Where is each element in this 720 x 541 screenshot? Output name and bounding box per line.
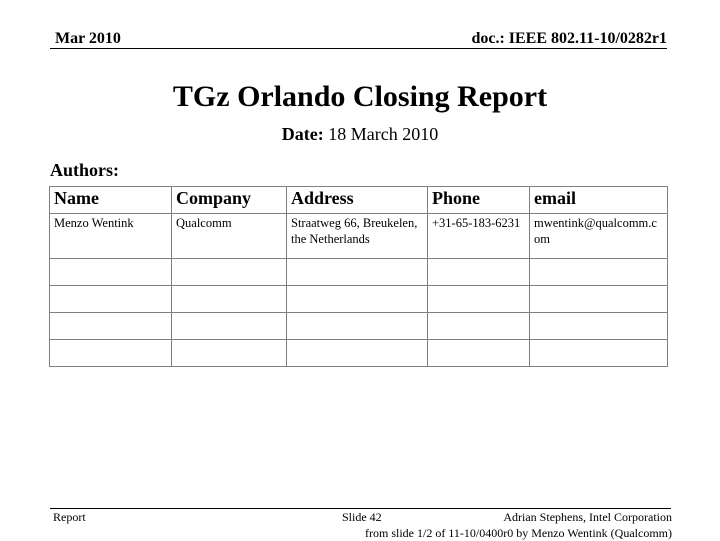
empty-cell [287,313,428,340]
date-value: 18 March 2010 [323,124,439,144]
empty-cell [530,313,668,340]
table-row-empty [50,286,668,313]
date-label: Date: [281,124,324,144]
date-line [0,124,720,145]
empty-cell [172,286,287,313]
empty-cell [530,340,668,367]
column-header-email: email [530,187,668,214]
empty-cell [50,313,172,340]
empty-cell [50,259,172,286]
empty-cell [530,259,668,286]
author-address: Straatweg 66, Breukelen, the Netherlands [287,214,428,259]
empty-cell [172,313,287,340]
author-email: mwentink@qualcomm.com [530,214,668,259]
author-name: Menzo Wentink [50,214,172,259]
empty-cell [50,340,172,367]
header-doc-number: doc.: IEEE 802.11-10/0282r1 [471,30,667,47]
author-phone: +31-65-183-6231 [428,214,530,259]
table-row [50,214,668,259]
empty-cell [50,286,172,313]
column-header-company: Company [172,187,287,214]
author-company: Qualcomm [172,214,287,259]
authors-label: Authors: [50,160,120,180]
empty-cell [172,259,287,286]
column-header-phone: Phone [428,187,530,214]
authors-table [49,186,668,367]
footer-source-note: from slide 1/2 of 11-10/0400r0 by Menzo Wentink (Qualcomm) [365,526,672,540]
header-date: Mar 2010 [55,30,121,47]
empty-cell [428,340,530,367]
header-rule [50,48,667,49]
empty-cell [428,286,530,313]
empty-cell [287,286,428,313]
empty-cell [428,313,530,340]
table-header-row [50,187,668,214]
footer-slide-number: Slide 42 [342,510,382,524]
footer-category: Report [53,510,86,524]
empty-cell [287,259,428,286]
column-header-address: Address [287,187,428,214]
empty-cell [530,286,668,313]
slide-title: TGz Orlando Closing Report [172,80,548,113]
empty-cell [172,340,287,367]
table-row-empty [50,340,668,367]
footer-rule [50,508,671,509]
footer-author: Adrian Stephens, Intel Corporation [503,510,672,524]
table-row-empty [50,259,668,286]
empty-cell [428,259,530,286]
table-row-empty [50,313,668,340]
column-header-name: Name [50,187,172,214]
empty-cell [287,340,428,367]
